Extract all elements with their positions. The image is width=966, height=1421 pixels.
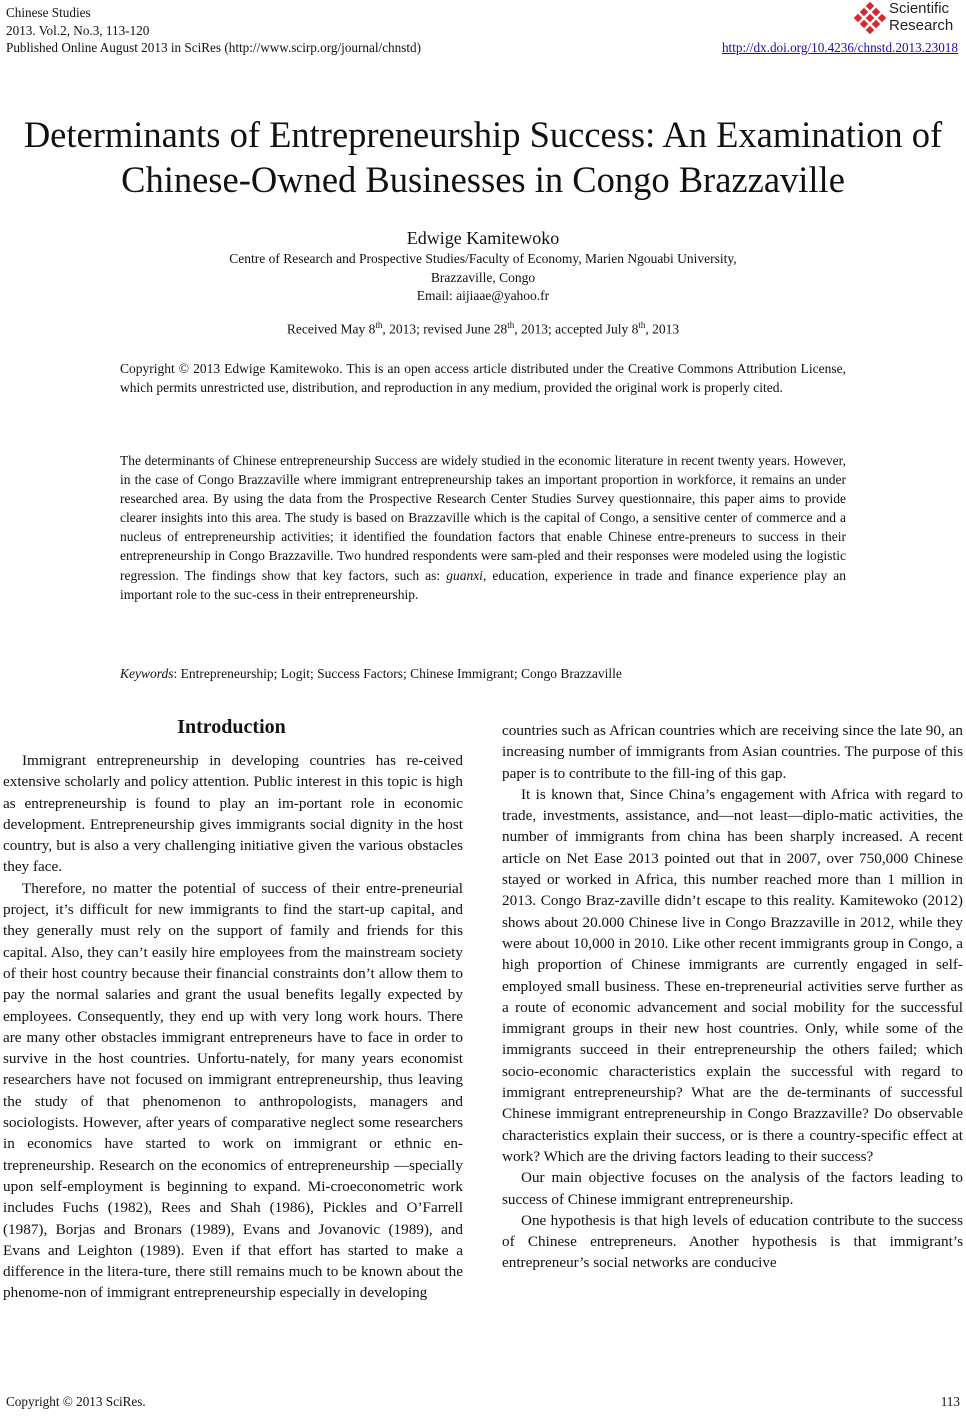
ordinal-suffix: th	[507, 320, 515, 330]
affiliation-line-1: Centre of Research and Prospective Studies/Faculty of Economy, Marien Ngouabi University,	[229, 251, 737, 266]
section-heading-introduction: Introduction	[177, 716, 286, 738]
abstract-text-end: , education, experience in trade and finance experience play an important role to the suc-cess in their entrepreneurship.	[120, 567, 846, 602]
left-column	[3, 750, 463, 1304]
author-name: Edwige Kamitewoko	[406, 228, 560, 248]
logo-text-research: Research	[889, 17, 954, 34]
received-dates	[0, 320, 966, 338]
logo-text-scientific: Scientific	[889, 0, 950, 17]
journal-name: Chinese Studies	[6, 5, 91, 20]
abstract-term-guanxi: guanxi	[446, 567, 483, 583]
title-line-2: Chinese-Owned Businesses in Congo Brazzaville	[121, 159, 845, 200]
paragraph: Therefore, no matter the potential of success of their entre-preneurial project, it’s difficult for new immigrants to find the start-up capital, and they generally must rely on the support of family and friends for this capital. Also, they can’t easily hire employees from the mainstream society of their host country because their financial constraints don’t allow them to pay the normal salaries and grant the usual benefits legally expected by employees. Consequently, they end up with very long work hours. There are many other obstacles immigrant entrepreneurs have to face in order to survive in the host countries. Unfortu-nately, for many years economist researchers have not focused on immigrant entrepreneurship, thus leaving the study of that phenomenon to anthropologists, managers and sociologists. However, after years of comparative neglect some researchers in economics have started to work on immigrant or ethnic en-trepreneurship. Research on the economics of entrepreneurship —specially upon self-employment is beginning to expand. Mi-croeconometric work includes Fuchs (1982), Rees and Shah (1986), Pickles and O’Farrell (1987), Borjas and Bronars (1989), Evans and Jovanovic (1989), and Evans and Leighton (1989). Even if that effort has started to make a difference in the litera-ture, there still remains much to be known about the phenome-non of immigrant entrepreneurship especially in developing	[3, 879, 463, 1302]
affiliation-line-2: Brazzaville, Congo	[430, 269, 536, 285]
journal-volume: 2013. Vol.2, No.3, 113-120	[6, 22, 150, 38]
paragraph: Our main objective focuses on the analysis of the factors leading to success of Chinese immigrant entrepreneurship.	[502, 1169, 963, 1208]
copyright-notice: Copyright © 2013 Edwige Kamitewoko. This is an open access article distributed under the Creative Commons Attribution License, which permits unrestricted use, distribution, and reproduction in any medium, provided the original work is properly cited.	[120, 361, 846, 395]
paragraph: One hypothesis is that high levels of education contribute to the success of Chinese entrepreneurs. Another hypothesis is that immigrant’s entrepreneur’s social networks are conducive	[502, 1211, 963, 1272]
right-column	[502, 720, 963, 1274]
accepted-date: , 2013; accepted July 8	[514, 321, 639, 337]
received-date: Received May 8	[286, 321, 376, 337]
year: , 2013	[645, 321, 680, 337]
keywords-label: Keywords	[120, 666, 174, 681]
abstract-text: The determinants of Chinese entrepreneurship Success are widely studied in the economic literature in recent twenty years. However, in the case of Congo Brazzaville where immigrant entrepreneurship takes an important proportion in workforce, it remains an under researched area. By using the data from the Prospective Research Center Studies Survey questionnaire, this paper aims to provide clearer insights into this area. The study is based on Brazzaville which is the capital of Congo, a sensitive center of commerce and a nucleus of entrepreneurship activities; it identified the foundation factors that enable Chinese entre-preneurs to success in their entrepreneurship in Congo Brazzaville. Two hundred respondents were sam-pled and their responses were modeled using the logistic regression. The findings show that key factors, such as:	[120, 453, 846, 583]
abstract	[120, 451, 846, 604]
logo-diamond-icon	[853, 2, 887, 36]
ordinal-suffix: th	[375, 320, 383, 330]
keywords-list: : Entrepreneurship; Logit; Success Factors; Chinese Immigrant; Congo Brazzaville	[173, 666, 622, 681]
paragraph-continued: countries such as African countries which are receiving since the late 90, an increasing number of immigrants from Asian countries. The purpose of this paper is to contribute to the fill-ing of this gap.	[502, 722, 963, 782]
paper-title	[0, 112, 966, 202]
paragraph: It is known that, Since China’s engagement with Africa with regard to trade, investments, assistance, and—not least—diplo-matic activities, the number of immigrants from china has been sharply increased. A recent article on Net Ease 2013 pointed out that in 2007, over 750,000 Chinese stayed or worked in Africa, this number reached more than 1 million in 2013. Congo Braz-zaville didn’t escape to this reality. Kamitewoko (2012) shows about 20.000 Chinese live in Congo Brazzaville in 2012, while they were about 10,000 in 2010. Like other recent immigrants group in Congo, a high proportion of Chinese immigrants are currently engaged in self-employed small business. These en-trepreneurial activities serve further as a route of economic advancement and social mobility for the successful immigrant groups in their new host countries. Only, while some of the immigrants succeed in their entrepreneurship the others failed; which socio-economic characteristics explain the successful with regard to immigrant entrepreneurship? What are the de-terminants of successful Chinese immigrant entrepreneurship in Congo Brazzaville? Do observable characteristics explain their success, or is there a country-specific effect at work? Which are the driving factors leading to their success?	[502, 785, 963, 1165]
doi-link[interactable]: http://dx.doi.org/10.4236/chnstd.2013.23018	[721, 40, 958, 55]
revised-date: , 2013; revised June 28	[382, 321, 508, 337]
publication-info: Published Online August 2013 in SciRes (http://www.scirp.org/journal/chnstd)	[6, 40, 422, 55]
affiliation	[0, 250, 966, 306]
page-number: 113	[940, 1394, 960, 1409]
paragraph: Immigrant entrepreneurship in developing countries has re-ceived extensive scholarly and policy attention. Public interest in this topic is high as entrepreneurship is found to play an im-portant role in economic development. Entrepreneurship gives immigrants social dignity in the host country, but is also a very challenging initiative given the various obstacles they face.	[3, 752, 463, 876]
running-header	[6, 4, 421, 57]
scientific-research-logo	[853, 0, 958, 40]
title-line-1: Determinants of Entrepreneurship Success: An Examination of	[23, 114, 943, 155]
keywords	[120, 664, 846, 683]
author-email: Email: aijiaae@yahoo.fr	[416, 288, 550, 303]
ordinal-suffix: th	[638, 320, 646, 330]
footer-copyright: Copyright © 2013 SciRes.	[6, 1394, 146, 1409]
